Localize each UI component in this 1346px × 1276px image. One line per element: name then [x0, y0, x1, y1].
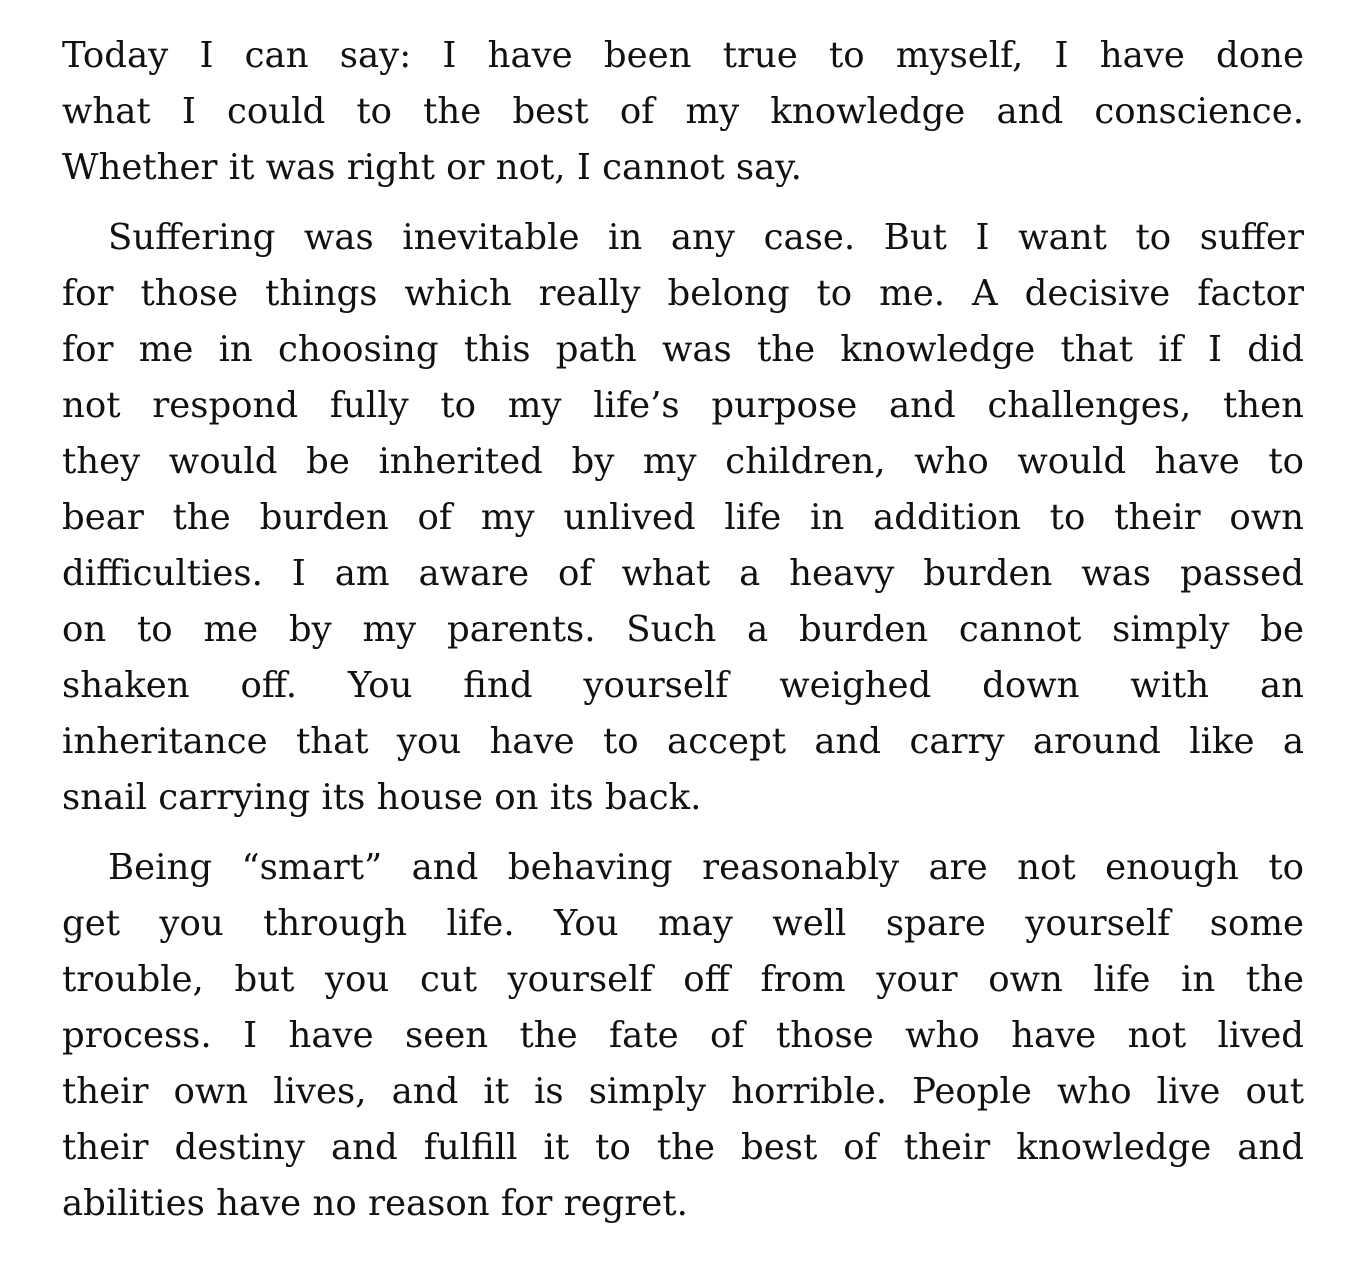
text-line: their own lives, and it is simply horrible. People who live out	[62, 1071, 1304, 1112]
paragraph-1	[62, 28, 1304, 196]
paragraph-2	[62, 210, 1304, 826]
text-line: difficulties. I am aware of what a heavy burden was passed	[62, 553, 1304, 594]
text-line: for me in choosing this path was the knowledge that if I did	[62, 329, 1304, 370]
paragraph-3	[62, 840, 1304, 1232]
text-line: Whether it was right or not, I cannot say.	[62, 147, 802, 188]
text-line: on to me by my parents. Such a burden cannot simply be	[62, 609, 1304, 650]
text-line: shaken off. You find yourself weighed down with an	[62, 665, 1304, 706]
text-line: Suffering was inevitable in any case. But I want to suffer	[108, 217, 1304, 258]
text-line: not respond fully to my life’s purpose and challenges, then	[62, 385, 1304, 426]
book-page	[62, 28, 1304, 1232]
text-line: abilities have no reason for regret.	[62, 1183, 688, 1224]
text-line: their destiny and fulfill it to the best of their knowledge and	[62, 1127, 1304, 1168]
text-line: snail carrying its house on its back.	[62, 777, 702, 818]
text-line: bear the burden of my unlived life in addition to their own	[62, 497, 1304, 538]
text-line: for those things which really belong to me. A decisive factor	[62, 273, 1304, 314]
text-line: what I could to the best of my knowledge and conscience.	[62, 91, 1304, 132]
text-line: inheritance that you have to accept and carry around like a	[62, 721, 1304, 762]
text-line: get you through life. You may well spare yourself some	[62, 903, 1304, 944]
text-line: they would be inherited by my children, who would have to	[62, 441, 1304, 482]
text-line: Being “smart” and behaving reasonably are not enough to	[108, 847, 1304, 888]
text-line: Today I can say: I have been true to myself, I have done	[62, 35, 1304, 76]
text-line: process. I have seen the fate of those who have not lived	[62, 1015, 1304, 1056]
text-line: trouble, but you cut yourself off from your own life in the	[62, 959, 1304, 1000]
